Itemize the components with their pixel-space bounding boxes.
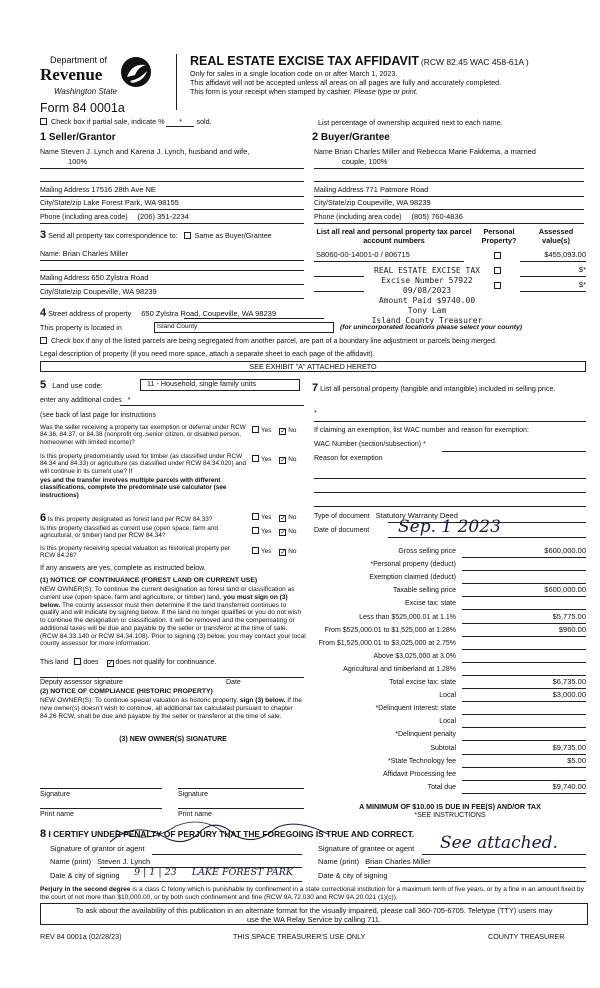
- q1-yes-label: Yes: [261, 427, 272, 434]
- exemption-question: Was the seller receiving a property tax exemption or deferral under RCW 84.36, 84.37, or 84.38 (nonprofit org.,senior citizen, or disabled person, homeowner with limited income)?: [40, 424, 246, 446]
- grantor-date-field[interactable]: [50, 872, 119, 881]
- this-land-label: This land: [40, 659, 69, 666]
- corr-city-label: City/State/zip: [40, 289, 82, 296]
- seller-phone-field[interactable]: [40, 213, 189, 222]
- parcels-header: List all real and personal property tax parcel account numbers: [316, 227, 472, 245]
- correspondence-heading-text: Send all property tax correspondence to:: [48, 231, 178, 240]
- tax-row-value[interactable]: $5,775.00: [552, 611, 586, 621]
- form-title-ref: (RCW 82.45 WAC 458-61A ): [420, 57, 529, 67]
- revenue-logo-icon: [118, 55, 154, 89]
- s6q2-no-checkbox[interactable]: ✓: [280, 529, 287, 536]
- tax-row-line: [462, 754, 586, 755]
- personal-property-header: Personal Property?: [481, 227, 517, 245]
- tax-row-label: Gross selling price: [398, 548, 456, 555]
- tax-row-line: [462, 688, 586, 689]
- wac-field[interactable]: [314, 441, 426, 449]
- header-sub3b: Please type or print.: [353, 87, 418, 96]
- form-title-block: [190, 54, 590, 68]
- tax-row-line: [462, 596, 586, 597]
- grantee-signature[interactable]: See attached.: [440, 833, 558, 853]
- alt-format-notice: [40, 903, 588, 925]
- deputy-signature-label: Deputy assessor signature: [40, 679, 123, 686]
- grantee-signature-label: Signature of grantee or agent: [318, 844, 415, 853]
- revision-number: REV 84 0001a (02/28/23): [40, 932, 122, 941]
- personal-property-text: List all personal property (tangible and intangible) included in selling price.: [320, 384, 556, 393]
- seller-name-label: Name: [40, 149, 59, 156]
- personal-property-value[interactable]: *: [314, 410, 317, 417]
- tax-row-label: Local: [439, 718, 456, 726]
- corr-city: Coupeville, WA 98239: [83, 287, 157, 296]
- owner-signature-label-2[interactable]: Signature: [178, 791, 208, 798]
- agency-logo: [40, 55, 160, 103]
- tax-row-line: [462, 714, 586, 715]
- buyer-phone-field[interactable]: [314, 213, 463, 222]
- tax-row-label: Subtotal: [430, 744, 456, 752]
- buyer-phone-label: Phone (including area code): [314, 214, 402, 221]
- segregated-label: Check box if any of the listed parcels are being segregated from another parcel, are part of a boundary line adjustment or parcels being merged.: [50, 338, 497, 345]
- additional-codes-value: *: [127, 397, 131, 404]
- form-number: Form 84 0001a: [40, 101, 125, 115]
- notice-continuance-title: (1) NOTICE OF CONTINUANCE (FOREST LAND OR CURRENT USE): [40, 577, 258, 584]
- seller-heading: [40, 131, 116, 144]
- buyer-name-field[interactable]: [314, 148, 584, 157]
- corr-city-field[interactable]: [40, 288, 157, 297]
- doc-date-field[interactable]: [314, 527, 369, 535]
- corr-mail-field[interactable]: [40, 274, 149, 283]
- seller-city: Lake Forest Park, WA 98155: [83, 198, 179, 207]
- s6q2-yes-label: Yes: [261, 528, 272, 535]
- tax-row-label: *Delinquent penalty: [395, 731, 456, 739]
- see-instructions-note: *SEE INSTRUCTIONS: [414, 812, 486, 819]
- agency-line3: Washington State: [54, 87, 118, 96]
- q1-options: [252, 426, 296, 435]
- buyer-name-cont: couple, 100%: [342, 157, 388, 166]
- tax-row-line: [462, 636, 586, 637]
- grantee-name-label: Name (print): [318, 857, 360, 866]
- see-back: (see back of last page for instructions: [40, 412, 156, 419]
- new-owner-signature-title: (3) NEW OWNER(S) SIGNATURE: [119, 736, 227, 743]
- located-in-label: This property is located in: [40, 323, 122, 332]
- buyer-city-field[interactable]: [314, 199, 431, 208]
- seller-phone: (206) 351-2234: [137, 212, 189, 221]
- tax-row-value[interactable]: $5.00: [567, 755, 586, 765]
- tax-row-value[interactable]: $960.00: [558, 624, 586, 634]
- notice-compliance-text: [40, 697, 306, 720]
- header-sub1: Only for sales in a single location code on or after March 1, 2023.: [190, 69, 398, 78]
- s6q2-options: [252, 527, 296, 536]
- notice2-c: If the new owner(s) doesn't wish to continue, all additional tax calculated pursuant to chapter 84.26 RCW, shall be due and payable by the seller or transferor at the time of sale.: [40, 697, 302, 720]
- grantee-name: Brian Charles Miller: [365, 857, 431, 866]
- s6q3-no-label: No: [288, 548, 297, 555]
- form-title: REAL ESTATE EXCISE TAX AFFIDAVIT: [190, 54, 419, 68]
- additional-codes-label: enter any additional codes: [40, 397, 122, 404]
- segregated-checkbox[interactable]: [40, 337, 47, 344]
- landuse-heading: [40, 379, 103, 392]
- notice1-b: you must sign on (3) below.: [40, 593, 288, 609]
- notice-compliance-title: (2) NOTICE OF COMPLIANCE (HISTORIC PROPERTY): [40, 688, 213, 695]
- does-not-label: does not qualify for continuance.: [115, 659, 217, 666]
- section7-num: 7: [312, 382, 319, 394]
- header-divider: [176, 54, 177, 110]
- street-value: 650 Zylstra Road, Coupeville, WA 98239: [141, 309, 277, 318]
- tax-row-line: [462, 793, 586, 794]
- s6q3-yes-checkbox[interactable]: [252, 547, 259, 554]
- q1-yes-checkbox[interactable]: [252, 426, 259, 433]
- does-label: does: [83, 659, 99, 666]
- doc-type-label: Type of document: [314, 513, 370, 520]
- notice2-b: sign (3) below.: [239, 697, 286, 704]
- same-as-buyer-checkbox[interactable]: [184, 232, 191, 239]
- seller-phone-label: Phone (including area code): [40, 214, 128, 221]
- historic-question: Is this property receiving special valuation as historical property per RCW 84.26?: [40, 545, 231, 560]
- header-sub3: [190, 88, 418, 96]
- any-yes-note: If any answers are yes, complete as instructed below.: [40, 565, 206, 572]
- located-in: [40, 324, 122, 332]
- forest-question: [40, 512, 250, 525]
- tax-row-label: Local: [439, 692, 456, 700]
- grantor-signature-label: Signature of grantor or agent: [50, 844, 145, 853]
- street-heading-num: 4: [40, 307, 47, 319]
- tax-row-line: [462, 623, 586, 624]
- tax-row-label: From $525,000.01 to $1,525,000 at 1.28%: [324, 626, 456, 634]
- q2-yes-checkbox[interactable]: [252, 455, 259, 462]
- grantor-date-label: Date & city of signing: [50, 871, 120, 880]
- grantee-name-field[interactable]: [318, 858, 431, 867]
- legal-description-field[interactable]: SEE EXHIBIT "A" ATTACHED HERETO: [40, 361, 586, 372]
- does-qualify-checkbox[interactable]: [74, 658, 81, 665]
- doc-date-label: Date of document: [314, 527, 370, 534]
- seller-heading-num: 1: [40, 131, 47, 143]
- seller-city-label: City/State/zip: [40, 200, 82, 207]
- perjury-notice: [40, 886, 588, 902]
- tax-row-value[interactable]: $9,740.00: [552, 781, 586, 791]
- s6q1-yes-label: Yes: [261, 514, 272, 521]
- unincorporated-note: (for unincorporated locations please select your county): [340, 324, 523, 331]
- grantor-name: Steven J. Lynch: [97, 857, 151, 866]
- stamp-line6: Island County Treasurer: [371, 316, 483, 325]
- partial-sale-value[interactable]: *: [166, 118, 194, 127]
- stamp-line1: REAL ESTATE EXCISE TAX: [374, 266, 480, 275]
- q2-no-label: No: [288, 456, 297, 463]
- buyer-name-label: Name: [314, 149, 333, 156]
- corr-name-field[interactable]: [40, 250, 128, 259]
- seller-mail-label: Mailing Address: [40, 187, 90, 194]
- treasurer-use-label: THIS SPACE TREASURER'S USE ONLY: [233, 932, 366, 941]
- doc-type-value: Statutory Warranty Deed: [375, 511, 458, 520]
- partial-sale: [40, 118, 212, 127]
- same-as-buyer-label: Same as Buyer/Grantee: [194, 231, 272, 240]
- stamp-line2: Excise Number 57922: [381, 276, 473, 285]
- buyer-name: Brian Charles Miller and Rebecca Marie Fakkema, a married: [334, 147, 536, 156]
- landuse-code-select[interactable]: 11 - Household, single family units: [140, 379, 300, 391]
- seller-name: Steven J. Lynch and Karena J. Lynch, husband and wife,: [60, 147, 250, 156]
- agency-line1: Department of: [50, 55, 108, 65]
- tax-row-line: [462, 662, 586, 663]
- timber-question: Is this property predominantly used for timber (as classified under RCW 84.34 and 84.33) or agriculture (as classified under RCW 84.34.020) and will continue in its current use? If: [40, 453, 247, 475]
- partial-sale-checkbox[interactable]: [40, 118, 47, 125]
- deputy-date-label: Date: [226, 679, 241, 686]
- seller-heading-text: Seller/Grantor: [48, 132, 116, 143]
- q2-no-checkbox[interactable]: ✓: [280, 457, 287, 464]
- s6q3-options: [252, 547, 296, 556]
- seller-mail: 17516 28th Ave NE: [91, 185, 156, 194]
- perjury-bold: Perjury in the second degree: [40, 886, 131, 893]
- buyer-mail-field[interactable]: [314, 186, 428, 195]
- partial-sale-sold: sold.: [196, 117, 212, 126]
- correspondence-heading-num: 3: [40, 229, 47, 241]
- tax-row-label: Less than $525,000.01 at 1.1%: [359, 613, 456, 621]
- continuance-row: [40, 658, 216, 667]
- parcel-row3-value[interactable]: $*: [578, 280, 586, 289]
- county-treasurer-label: COUNTY TREASURER: [488, 932, 565, 941]
- additional-codes[interactable]: [40, 397, 130, 405]
- s6q2-yes-checkbox[interactable]: [252, 527, 259, 534]
- county-select[interactable]: Island County: [154, 322, 334, 333]
- notice1-a: NEW OWNER(S): To continue the current designation as forest land or classification as current use (open space, farm and agriculture, or timber) land,: [40, 586, 295, 601]
- s6q3-yes-label: Yes: [261, 548, 272, 555]
- forest-question-text: Is this property designated as forest land per RCW 84.33?: [47, 516, 213, 523]
- s6q3-no-checkbox[interactable]: ✓: [280, 549, 287, 556]
- buyer-phone: (805) 760-4836: [411, 212, 463, 221]
- landuse-heading-text: Land use code:: [52, 381, 103, 390]
- header-sub3a: This form is your receipt when stamped by cashier.: [190, 87, 352, 96]
- tax-row-value[interactable]: $6,735.00: [552, 677, 586, 686]
- tax-row-label: Total excise tax: state: [389, 679, 456, 686]
- tax-row-value[interactable]: $9,735.00: [552, 742, 586, 752]
- tax-row-line: [462, 557, 586, 558]
- grantee-date-label[interactable]: Date & city of signing: [318, 871, 388, 880]
- section8-num: 8: [40, 828, 47, 840]
- notice2-a: NEW OWNER(S): To continue special valuation as historic property,: [40, 697, 239, 704]
- tax-row-line: [462, 609, 586, 610]
- tax-row-label: Total due: [427, 783, 456, 791]
- parcel-row2-value[interactable]: $*: [578, 265, 586, 274]
- landuse-heading-num: 5: [40, 379, 47, 391]
- notice-continuance-text: [40, 586, 306, 648]
- s6q2-no-label: No: [288, 528, 297, 535]
- tax-row-label: Affidavit Processing fee: [382, 770, 456, 778]
- wac-label: WAC Number (section/subsection): [314, 441, 422, 448]
- tax-row-line: [462, 740, 586, 741]
- header-sub2: This affidavit will not be accepted unless all areas on all pages are fully and accurately completed.: [190, 78, 502, 87]
- s6q1-no-label: No: [288, 514, 297, 521]
- s6q1-options: [252, 513, 296, 522]
- does-not-qualify-checkbox[interactable]: ✓: [107, 660, 114, 667]
- tax-row-value[interactable]: $600,000.00: [544, 546, 586, 555]
- tax-row-label: Above $3,025,000 at 3.0%: [373, 652, 456, 660]
- tax-row-line: [462, 675, 586, 676]
- tax-row-value[interactable]: $3,000.00: [552, 690, 586, 700]
- correspondence-heading: [40, 229, 272, 242]
- buyer-city: Coupeville, WA 98239: [357, 198, 431, 207]
- section6-num: 6: [40, 512, 47, 524]
- tax-row-label: *Personal property (deduct): [370, 561, 456, 569]
- tax-row-line: [462, 583, 586, 584]
- tax-row-line: [462, 649, 586, 650]
- personal-property-heading: [312, 382, 584, 395]
- q1-no-checkbox[interactable]: ✓: [280, 428, 287, 435]
- exemption-reason-label: Reason for exemption: [314, 455, 383, 462]
- tax-row-line: [462, 727, 586, 728]
- buyer-heading-num: 2: [312, 131, 319, 143]
- grantor-date-city: 9 | 1 | 23 LAKE FOREST PARK: [134, 867, 293, 878]
- s6q1-yes-checkbox[interactable]: [252, 513, 259, 520]
- s6q1-no-checkbox[interactable]: ✓: [280, 515, 287, 522]
- street-heading: Street address of property: [48, 309, 132, 318]
- seller-name-field[interactable]: [40, 148, 302, 157]
- stamp-line3: 09/08/2023: [402, 286, 452, 295]
- excise-tax-stamp: [362, 266, 492, 326]
- assessed-value-header: Assessed value(s): [538, 227, 574, 245]
- parcel-row1-number[interactable]: S8060-00-14001-0 / 806715: [316, 250, 410, 259]
- buyer-mail-label: Mailing Address: [314, 187, 364, 194]
- list-percentage: List percentage of ownership acquired next to each name.: [318, 118, 503, 127]
- stamp-line5: Tony Lam: [407, 306, 447, 315]
- parcel-row2-personal-checkbox[interactable]: [494, 267, 501, 274]
- tax-row-line: [462, 701, 586, 702]
- seller-name-cont: 100%: [68, 157, 88, 166]
- segregated-row: [40, 337, 588, 346]
- tax-row-value[interactable]: $600,000.00: [544, 585, 586, 595]
- tax-row-line: [462, 767, 586, 768]
- current-use-question: Is this property classified as current use (open space, farm and agricultural, or timber) land per RCW 84.34?: [40, 525, 218, 540]
- tax-row-label: Agricultural and timberland at 1.28%: [343, 665, 456, 673]
- parcel-row3-personal-checkbox[interactable]: [494, 282, 501, 289]
- tax-row-label: Excise tax: state: [405, 600, 456, 608]
- corr-mail-label: Mailing Address: [40, 275, 90, 282]
- tax-row-line: [462, 780, 586, 781]
- corr-name-label: Name:: [40, 251, 61, 258]
- seller-city-field[interactable]: [40, 199, 179, 208]
- timber-question-bold: yes and the transfer involves multiple parcels with different classifications, complete the predominate use calculator (see instructions): [40, 477, 227, 499]
- tax-row-label: *State Technology fee: [388, 757, 456, 765]
- certify-text: I CERTIFY UNDER PENALTY OF PERJURY THAT THE FOREGOING IS TRUE AND CORRECT.: [48, 829, 415, 839]
- legal-description-label: Legal description of property (if you need more space, attach a separate sheet to each page of the affidavit).: [40, 351, 375, 358]
- owner-print-name-label-2[interactable]: Print name: [178, 811, 212, 818]
- buyer-heading-text: Buyer/Grantee: [320, 132, 390, 143]
- q1-no-label: No: [288, 427, 297, 434]
- parcel-row1-value[interactable]: $455,093.00: [544, 250, 586, 259]
- grantor-name-field[interactable]: [50, 858, 150, 867]
- corr-mail: 650 Zylstra Road: [91, 273, 149, 282]
- wac-value: *: [423, 441, 426, 448]
- owner-print-name-label-1[interactable]: Print name: [40, 811, 74, 818]
- owner-signature-label-1[interactable]: Signature: [40, 791, 70, 798]
- tax-row-label: *Delinquent Interest: state: [375, 705, 456, 713]
- agency-line2: Revenue: [40, 65, 103, 84]
- seller-mail-field[interactable]: [40, 186, 156, 195]
- tax-row-label: From $1,525,000.01 to $3,025,000 at 2.75%: [318, 639, 456, 647]
- alt-format-text: To ask about the availability of this publication in an alternate format for the visually impaired, please call 360-705-6705. Teletype (TTY) users may use the WA Relay Service by calling 711.: [75, 906, 553, 925]
- minimum-fee-note: A MINIMUM OF $10.00 IS DUE IN FEE(S) AND/OR TAX: [359, 802, 541, 811]
- tax-row-label: Exemption claimed (deduct): [369, 574, 456, 582]
- q2-options: [252, 455, 296, 464]
- doc-date-value: Sep. 1 2023: [398, 517, 501, 537]
- q2-yes-label: Yes: [261, 456, 272, 463]
- parcel-row1-personal-checkbox[interactable]: [494, 252, 501, 259]
- notice1-c: The county assessor must then determine if the land transferred continues to qualify and will indicate by signing below. If the land no longer qualifies or you do not wish to continue the designation or classification, it will be removed and the compensating or additional taxes will be due and payable by the seller or transferor at the time of sale. (RCW 84.33.140 or RCW 84.34.108). Prior to signing (3) below, you may contact your local county assessor for more information.: [40, 601, 306, 648]
- corr-name: Brian Charles Miller: [62, 249, 129, 258]
- buyer-city-label: City/State/zip: [314, 200, 356, 207]
- buyer-mail: 771 Patmore Road: [365, 185, 429, 194]
- perjury-text: is a class C felony which is punishable by confinement in a state correctional institution for a maximum term of five years, or by a fine in an amount fixed by the court of not more than $10,000.00, or by both such confinement and fine (RCW 9A.72.030 and RCW 9A.20.021 (1)(c)).: [40, 886, 584, 902]
- stamp-line4: Amount Paid $9740.00: [378, 296, 476, 305]
- certify-statement: [40, 828, 414, 841]
- partial-sale-label: Check box if partial sale, indicate %: [51, 117, 165, 126]
- grantor-name-label: Name (print): [50, 857, 92, 866]
- buyer-heading: [312, 131, 390, 144]
- tax-row-line: [462, 570, 586, 571]
- tax-row-label: Taxable selling price: [392, 587, 456, 595]
- exemption-label: If claiming an exemption, list WAC number and reason for exemption:: [314, 427, 529, 434]
